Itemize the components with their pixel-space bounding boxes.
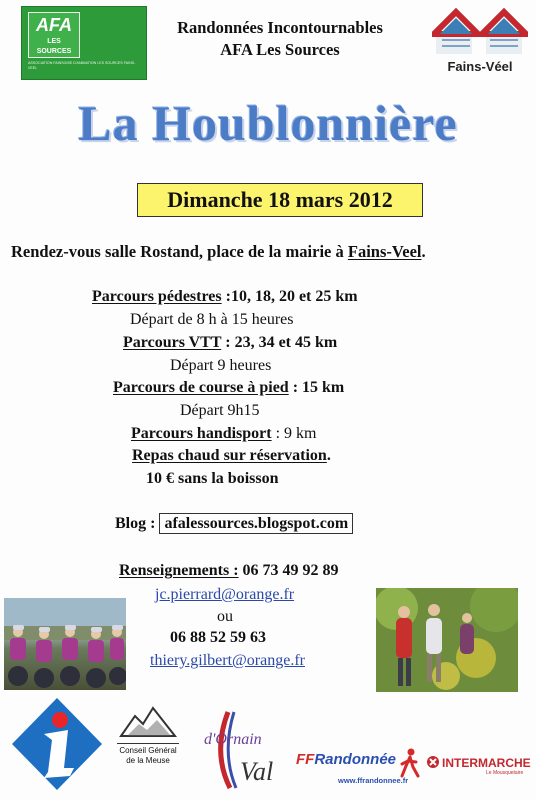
route-handisport (131, 424, 317, 444)
meal-price: 10 € sans la boisson (146, 470, 279, 487)
route-mtb (123, 333, 337, 353)
contact-or: ou (217, 608, 233, 625)
contact-line (119, 561, 339, 581)
route-walking-label: Parcours pédestres (92, 288, 222, 305)
contact-phone-1: 06 73 49 92 89 (238, 562, 339, 579)
hikers-photo-art (376, 588, 518, 692)
route-running-label: Parcours de course à pied (113, 379, 289, 396)
contact-label: Renseignements : (119, 562, 239, 579)
info-i-icon (10, 696, 104, 792)
contact-email-2[interactable]: thiery.gilbert@orange.fr (150, 652, 305, 669)
afa-logo-name: AFA (36, 15, 72, 35)
meeting-prefix: Rendez-vous salle Rostand, place de la mairie à (11, 242, 348, 261)
meeting-suffix: . (421, 242, 426, 261)
conseil-general-meuse-logo (117, 702, 179, 774)
afa-les-sources-logo (21, 6, 147, 80)
contact-email-1[interactable]: jc.pierrard@orange.fr (155, 586, 295, 603)
route-running-departure: Départ 9h15 (180, 402, 260, 419)
intermarche-emblem-icon (426, 755, 440, 769)
ffrandonnee-logo (296, 751, 396, 769)
route-handisport-distance: : 9 km (271, 425, 317, 442)
ffrandonnee-url: www.ffrandonnee.fr (338, 776, 409, 785)
fains-veel-label: Fains-Véel (447, 59, 513, 74)
route-mtb-label: Parcours VTT (123, 334, 222, 351)
conseil-label-line1: Conseil Général (119, 746, 177, 755)
ffr-logo-ff: FF (296, 751, 315, 768)
information-i-logo (10, 696, 104, 792)
ffr-logo-randonnee: Randonnée (314, 751, 397, 768)
event-date: Dimanche 18 mars 2012 (137, 183, 423, 217)
meal-info (132, 446, 331, 466)
afa-logo-tagline: ASSOCIATION FAINSOISE D'ANIMATION LES SOURCES FAINS-VEEL (28, 61, 136, 70)
blog-line (115, 514, 353, 534)
intermarche-logo (426, 753, 532, 779)
header-title (150, 17, 410, 61)
val-dornain-logo (200, 708, 290, 792)
conseil-label (117, 743, 179, 766)
header-title-line1: Randonnées Incontournables (177, 18, 383, 37)
conseil-label-line2: de la Meuse (126, 756, 170, 765)
afa-logo-subname: LES SOURCES (36, 38, 72, 55)
cyclists-photo (4, 598, 126, 690)
route-handisport-label: Parcours handisport (131, 425, 272, 442)
val-logo-top-text: d'Ornain (204, 731, 262, 748)
contact-phone-2: 06 88 52 59 63 (170, 629, 266, 646)
meuse-hills-icon (117, 702, 179, 740)
header-title-line2: AFA Les Sources (220, 40, 340, 59)
fains-veel-logo (432, 4, 528, 78)
val-logo-bottom-text: Val (240, 757, 274, 786)
route-running (113, 378, 344, 398)
meal-suffix: . (326, 447, 331, 464)
hikers-photo (376, 588, 518, 692)
route-mtb-departure: Départ 9 heures (170, 357, 272, 374)
walker-icon (398, 748, 422, 778)
route-walking-distances: :10, 18, 20 et 25 km (221, 288, 358, 305)
route-running-distance: : 15 km (288, 379, 345, 396)
event-title: La Houblonnière (78, 95, 458, 151)
meeting-place (11, 242, 426, 262)
blog-label: Blog : (115, 515, 160, 532)
val-dornain-mark (200, 708, 290, 792)
route-walking (92, 287, 358, 307)
blog-link[interactable]: afalessources.blogspot.com (159, 513, 353, 534)
fains-roof-icon (432, 4, 528, 60)
route-walking-departure: Départ de 8 h à 15 heures (130, 311, 294, 328)
cyclists-photo-art (4, 598, 126, 690)
meeting-town: Fains-Veel (347, 242, 422, 261)
meal-label: Repas chaud sur réservation (132, 447, 327, 464)
intermarche-label: INTERMARCHE (442, 756, 531, 770)
intermarche-sublabel: Le Mousquetaire (486, 770, 524, 776)
afa-logo-mark (28, 12, 80, 58)
route-mtb-distances: : 23, 34 et 45 km (221, 334, 338, 351)
